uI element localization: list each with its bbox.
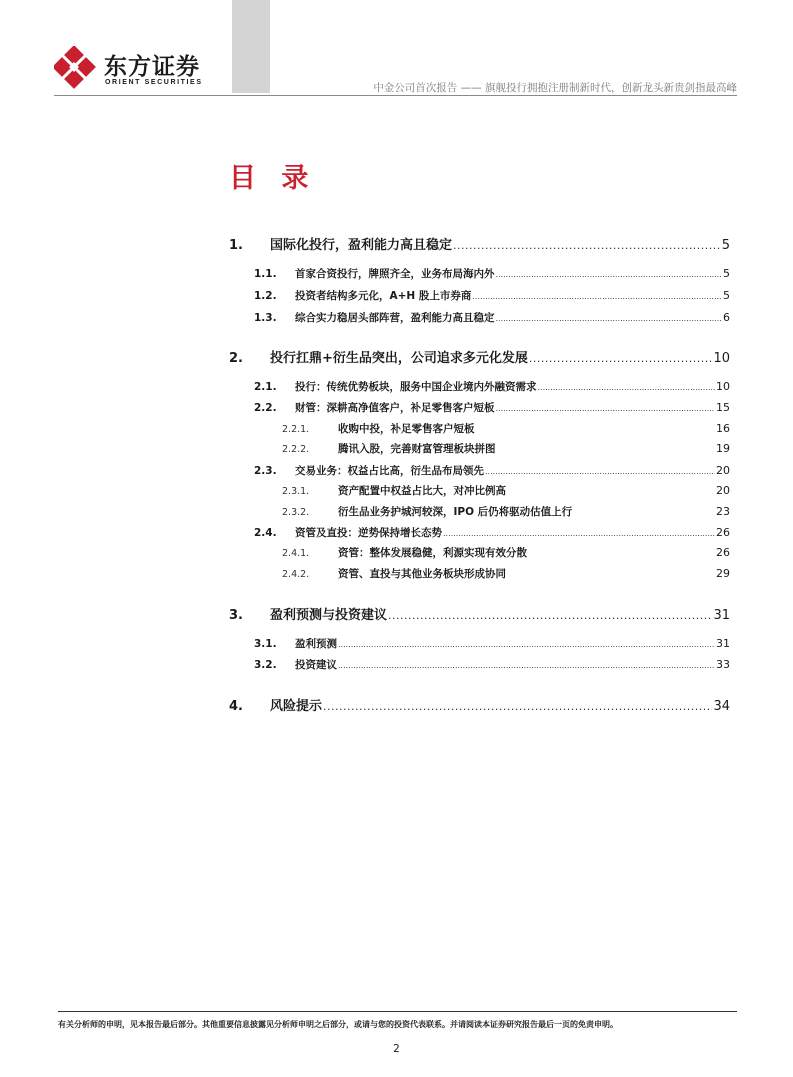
toc-entry-number: 2. — [229, 351, 243, 366]
toc-entry[interactable] — [282, 545, 730, 560]
header-gray-tab — [232, 0, 270, 93]
toc-entry[interactable] — [254, 463, 730, 478]
toc-entry-page: 31 — [716, 637, 730, 650]
toc-entry-number: 1. — [229, 238, 243, 253]
toc-entry-label: 衍生品业务护城河较深，IPO 后仍将驱动估值上行 — [338, 506, 573, 518]
toc-entry-leader — [388, 609, 712, 622]
toc-entry-page: 10 — [716, 380, 730, 393]
toc-entry-label: 投资者结构多元化，A+H 股上市券商 — [295, 290, 472, 302]
report-header: 中金公司首次报告 —— 旗舰投行拥抱注册制新时代，创新龙头新贵剑指最高峰 — [373, 82, 737, 94]
toc-entry-leader — [338, 640, 715, 649]
page-number: 2 — [393, 1043, 400, 1055]
header-divider — [54, 95, 737, 96]
toc-entry-page: 29 — [716, 567, 730, 580]
toc-entry-number: 3.2. — [254, 659, 277, 671]
toc-entry[interactable] — [254, 266, 730, 281]
toc-entry[interactable] — [254, 657, 730, 672]
toc-entry[interactable] — [254, 310, 730, 325]
toc-entry-number: 2.4. — [254, 527, 277, 539]
toc-entry-number: 2.3.2. — [282, 507, 310, 518]
toc-entry-number: 2.4.2. — [282, 569, 310, 580]
brand-name-cn: 东方证券 — [104, 54, 200, 80]
toc-entry[interactable] — [282, 421, 730, 436]
toc-entry-label: 盈利预测 — [295, 638, 337, 650]
toc-entry-label: 国际化投行，盈利能力高且稳定 — [270, 238, 453, 253]
toc-entry-label: 财管：深耕高净值客户，补足零售客户短板 — [295, 402, 495, 414]
toc-entry[interactable] — [254, 288, 730, 303]
toc-entry-page: 33 — [716, 658, 730, 671]
toc-entry-label: 资管、直投与其他业务板块形成协同 — [338, 568, 506, 580]
toc-entry-number: 2.3.1. — [282, 486, 310, 497]
toc-entry-leader — [538, 383, 716, 392]
toc-entry-number: 2.2.2. — [282, 444, 310, 455]
toc-entry-page: 6 — [723, 311, 730, 324]
toc-entry-label: 资产配置中权益占比大，对冲比例高 — [338, 485, 506, 497]
toc-entry[interactable] — [229, 234, 730, 253]
toc-entry-leader — [323, 700, 712, 713]
toc-entry-page: 20 — [716, 464, 730, 477]
toc-entry-leader — [496, 270, 723, 279]
toc-entry-label: 投行扛鼎+衍生品突出，公司追求多元化发展 — [270, 351, 528, 366]
toc-entry-page: 34 — [713, 699, 730, 714]
toc-entry-number: 2.4.1. — [282, 548, 310, 559]
toc-entry[interactable] — [282, 441, 730, 456]
toc-entry-page: 15 — [716, 401, 730, 414]
toc-entry[interactable] — [229, 695, 730, 714]
toc-entry-page: 23 — [716, 505, 730, 518]
toc-entry[interactable] — [254, 525, 730, 540]
toc-entry-leader — [453, 239, 721, 252]
toc-entry[interactable] — [254, 379, 730, 394]
toc-entry[interactable] — [229, 347, 730, 366]
toc-entry-leader — [529, 352, 713, 365]
toc-entry[interactable] — [254, 400, 730, 415]
toc-entry-number: 2.2. — [254, 402, 277, 414]
toc-entry[interactable] — [282, 483, 730, 498]
toc-entry-label: 资管：整体发展稳健，利源实现有效分散 — [338, 547, 527, 559]
toc-entry-label: 资管及直投：逆势保持增长态势 — [295, 527, 442, 539]
footer-disclaimer: 有关分析师的申明，见本报告最后部分。其他重要信息披露见分析师申明之后部分，或请与您的投资代表联系。并请阅读本证券研究报告最后一页的免责申明。 — [58, 1020, 618, 1029]
toc-entry-label: 收购中投，补足零售客户短板 — [338, 423, 475, 435]
toc-entry-label: 首家合资投行，牌照齐全，业务布局海内外 — [295, 268, 495, 280]
toc-entry-number: 2.1. — [254, 381, 277, 393]
toc-entry[interactable] — [229, 604, 730, 623]
toc-entry-label: 腾讯入股，完善财富管理板块拼图 — [338, 443, 496, 455]
brand-logo — [54, 46, 224, 92]
brand-name-en: ORIENT SECURITIES — [105, 79, 203, 86]
toc-entry[interactable] — [282, 504, 730, 519]
toc-entry-leader — [496, 404, 716, 413]
toc-entry-leader — [496, 314, 723, 323]
toc-entry-label: 投资建议 — [295, 659, 337, 671]
toc-entry-leader — [443, 529, 715, 538]
toc-entry-page: 16 — [716, 422, 730, 435]
toc-entry-page: 10 — [713, 351, 730, 366]
toc-entry-number: 3. — [229, 608, 243, 623]
toc-entry-leader — [485, 467, 715, 476]
toc-entry-page: 5 — [723, 289, 730, 302]
toc-entry-number: 2.3. — [254, 465, 277, 477]
toc-entry-label: 投行：传统优势板块，服务中国企业境内外融资需求 — [295, 381, 537, 393]
footer-divider — [58, 1011, 737, 1012]
toc-entry-leader — [338, 661, 715, 670]
toc-entry-number: 1.2. — [254, 290, 277, 302]
toc-entry-page: 5 — [723, 267, 730, 280]
toc-entry-label: 风险提示 — [270, 699, 323, 714]
orient-securities-logo-icon — [54, 46, 98, 90]
toc-entry[interactable] — [254, 636, 730, 651]
toc-entry-page: 20 — [716, 484, 730, 497]
toc-title: 目 录 — [229, 163, 317, 194]
toc-entry[interactable] — [282, 566, 730, 581]
toc-entry-number: 4. — [229, 699, 243, 714]
toc-entry-page: 19 — [716, 442, 730, 455]
toc-entry-label: 盈利预测与投资建议 — [270, 608, 388, 623]
toc-entry-number: 2.2.1. — [282, 424, 310, 435]
toc-entry-page: 26 — [716, 526, 730, 539]
toc-entry-label: 综合实力稳居头部阵营，盈利能力高且稳定 — [295, 312, 495, 324]
toc-entry-number: 3.1. — [254, 638, 277, 650]
toc-entry-page: 26 — [716, 546, 730, 559]
toc-entry-number: 1.1. — [254, 268, 277, 280]
toc-entry-leader — [472, 292, 722, 301]
toc-entry-label: 交易业务：权益占比高，衍生品布局领先 — [295, 465, 484, 477]
toc-entry-number: 1.3. — [254, 312, 277, 324]
toc-entry-page: 5 — [721, 238, 730, 253]
toc-entry-page: 31 — [713, 608, 730, 623]
